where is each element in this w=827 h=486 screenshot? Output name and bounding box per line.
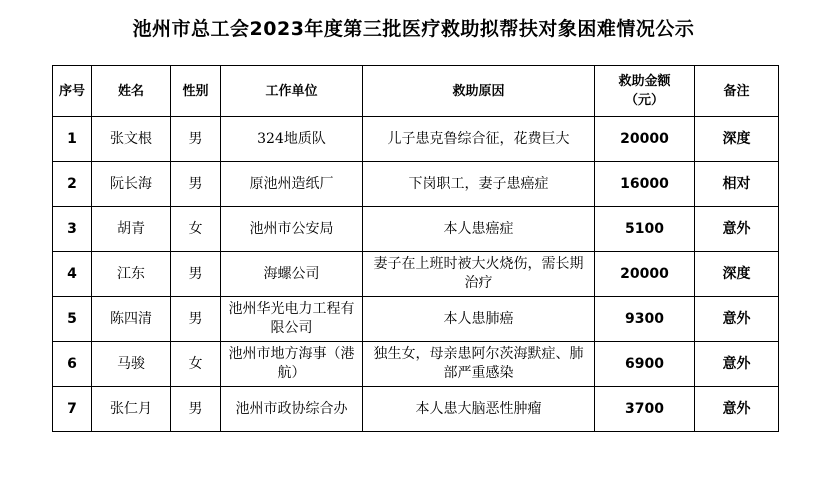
header-unit: 工作单位 bbox=[221, 66, 363, 117]
cell-gender: 男 bbox=[171, 387, 221, 432]
cell-index: 2 bbox=[53, 162, 92, 207]
table-row bbox=[53, 387, 779, 432]
cell-reason: 本人患癌症 bbox=[363, 207, 595, 252]
cell-unit: 324地质队 bbox=[221, 117, 363, 162]
table-row bbox=[53, 297, 779, 342]
cell-note: 意外 bbox=[695, 387, 779, 432]
cell-gender: 男 bbox=[171, 252, 221, 297]
cell-name: 陈四清 bbox=[92, 297, 171, 342]
cell-unit: 池州市政协综合办 bbox=[221, 387, 363, 432]
header-amount bbox=[595, 66, 695, 117]
cell-name: 马骏 bbox=[92, 342, 171, 387]
cell-gender: 男 bbox=[171, 297, 221, 342]
cell-reason: 儿子患克鲁综合征，花费巨大 bbox=[363, 117, 595, 162]
cell-amount: 5100 bbox=[595, 207, 695, 252]
cell-index: 7 bbox=[53, 387, 92, 432]
cell-note: 深度 bbox=[695, 252, 779, 297]
cell-amount: 20000 bbox=[595, 117, 695, 162]
cell-reason: 独生女，母亲患阿尔茨海默症、肺部严重感染 bbox=[363, 342, 595, 387]
cell-unit: 池州市地方海事（港航） bbox=[221, 342, 363, 387]
cell-name: 阮长海 bbox=[92, 162, 171, 207]
cell-gender: 男 bbox=[171, 162, 221, 207]
cell-reason: 下岗职工，妻子患癌症 bbox=[363, 162, 595, 207]
assistance-table bbox=[52, 65, 779, 432]
cell-amount: 20000 bbox=[595, 252, 695, 297]
cell-name: 胡青 bbox=[92, 207, 171, 252]
cell-gender: 女 bbox=[171, 207, 221, 252]
header-reason: 救助原因 bbox=[363, 66, 595, 117]
header-name: 姓名 bbox=[92, 66, 171, 117]
header-index: 序号 bbox=[53, 66, 92, 117]
table-row bbox=[53, 342, 779, 387]
header-amount-line1: 救助金额 bbox=[618, 74, 671, 89]
header-amount-line2: （元） bbox=[624, 93, 664, 108]
cell-unit: 原池州造纸厂 bbox=[221, 162, 363, 207]
cell-index: 4 bbox=[53, 252, 92, 297]
cell-unit: 池州华光电力工程有限公司 bbox=[221, 297, 363, 342]
table-row bbox=[53, 252, 779, 297]
page-title: 池州市总工会2023年度第三批医疗救助拟帮扶对象困难情况公示 bbox=[132, 18, 695, 40]
cell-note: 深度 bbox=[695, 117, 779, 162]
cell-note: 意外 bbox=[695, 207, 779, 252]
cell-name: 江东 bbox=[92, 252, 171, 297]
cell-gender: 女 bbox=[171, 342, 221, 387]
cell-index: 5 bbox=[53, 297, 92, 342]
cell-amount: 3700 bbox=[595, 387, 695, 432]
cell-amount: 9300 bbox=[595, 297, 695, 342]
cell-note: 相对 bbox=[695, 162, 779, 207]
cell-index: 1 bbox=[53, 117, 92, 162]
cell-name: 张仁月 bbox=[92, 387, 171, 432]
table-row bbox=[53, 207, 779, 252]
cell-reason: 本人患大脑恶性肿瘤 bbox=[363, 387, 595, 432]
table-header-row bbox=[53, 66, 779, 117]
cell-gender: 男 bbox=[171, 117, 221, 162]
cell-amount: 16000 bbox=[595, 162, 695, 207]
table-row bbox=[53, 162, 779, 207]
cell-reason: 本人患肺癌 bbox=[363, 297, 595, 342]
cell-note: 意外 bbox=[695, 342, 779, 387]
cell-amount: 6900 bbox=[595, 342, 695, 387]
cell-index: 3 bbox=[53, 207, 92, 252]
cell-unit: 海螺公司 bbox=[221, 252, 363, 297]
header-gender: 性别 bbox=[171, 66, 221, 117]
cell-index: 6 bbox=[53, 342, 92, 387]
cell-name: 张文根 bbox=[92, 117, 171, 162]
cell-reason: 妻子在上班时被大火烧伤，需长期治疗 bbox=[363, 252, 595, 297]
table-row bbox=[53, 117, 779, 162]
cell-note: 意外 bbox=[695, 297, 779, 342]
header-note: 备注 bbox=[695, 66, 779, 117]
cell-unit: 池州市公安局 bbox=[221, 207, 363, 252]
